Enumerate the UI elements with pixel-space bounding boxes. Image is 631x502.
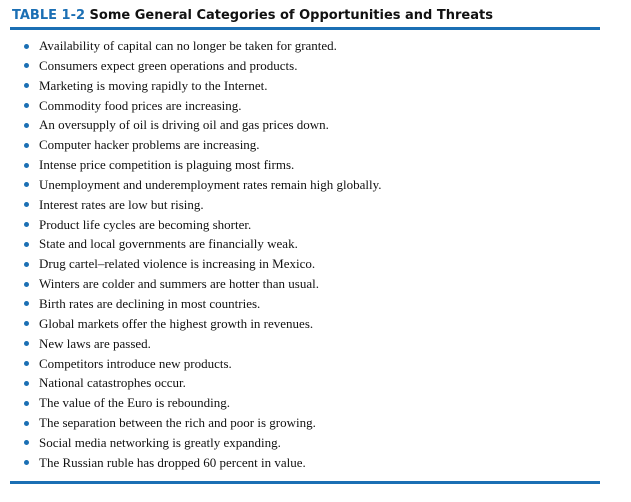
list-item-text: Consumers expect green operations and products. — [39, 57, 298, 73]
list-item-text: Birth rates are declining in most countries. — [39, 295, 261, 311]
bullet-icon — [24, 83, 29, 88]
bullet-icon — [24, 282, 29, 287]
list-item — [10, 56, 382, 76]
list-item-text: National catastrophes occur. — [39, 375, 186, 391]
bullet-icon — [24, 421, 29, 426]
bullet-icon — [24, 63, 29, 68]
list-item-text: Global markets offer the highest growth in revenues. — [39, 315, 314, 331]
bullet-icon — [24, 202, 29, 207]
list-item — [10, 175, 382, 195]
list-item-text: The separation between the rich and poor is growing. — [39, 415, 316, 431]
bullet-icon — [24, 381, 29, 386]
list-item-text: Unemployment and underemployment rates remain high globally. — [39, 176, 382, 192]
bullet-icon — [24, 262, 29, 267]
bullet-icon — [24, 44, 29, 49]
list-item — [10, 76, 382, 96]
list-item-text: The Russian ruble has dropped 60 percent in value. — [39, 454, 306, 470]
list-item-text: Interest rates are low but rising. — [39, 196, 204, 212]
list-item-text: Drug cartel–related violence is increasing in Mexico. — [39, 256, 316, 272]
table-label: TABLE 1-2 — [12, 8, 86, 23]
list-item — [10, 234, 382, 254]
list-item-text: Computer hacker problems are increasing. — [39, 137, 260, 153]
list-item — [10, 195, 382, 215]
list-item — [10, 115, 382, 135]
list-item-text: Winters are colder and summers are hotter than usual. — [39, 276, 319, 292]
list-item — [10, 215, 382, 235]
bullet-icon — [24, 460, 29, 465]
list-item — [10, 314, 382, 334]
list-item — [10, 36, 382, 56]
bullet-icon — [24, 341, 29, 346]
bullet-icon — [24, 163, 29, 168]
list-item-text: Competitors introduce new products. — [39, 355, 232, 371]
list-item — [10, 96, 382, 116]
top-rule — [10, 27, 600, 30]
list-item-text: New laws are passed. — [39, 335, 151, 351]
opportunities-threats-table — [10, 6, 600, 484]
list-item-text: Availability of capital can no longer be taken for granted. — [39, 38, 337, 53]
bullet-icon — [24, 143, 29, 148]
list-item-text: Marketing is moving rapidly to the Internet. — [39, 77, 268, 93]
list-item — [10, 453, 382, 473]
bullet-icon — [24, 123, 29, 128]
bullet-icon — [24, 361, 29, 366]
list-item-text: The value of the Euro is rebounding. — [39, 395, 230, 411]
table-caption: Some General Categories of Opportunities and Threats — [89, 8, 493, 23]
list-item — [10, 294, 382, 314]
list-item-text: Commodity food prices are increasing. — [39, 97, 242, 113]
list-item-text: Intense price competition is plaguing most firms. — [39, 157, 295, 173]
list-item — [10, 254, 382, 274]
bullet-icon — [24, 321, 29, 326]
list-item — [10, 155, 382, 175]
bullet-icon — [24, 440, 29, 445]
list-item — [10, 433, 382, 453]
list-item-text: An oversupply of oil is driving oil and gas prices down. — [39, 117, 329, 133]
bullet-icon — [24, 103, 29, 108]
list-item — [10, 274, 382, 294]
bullet-icon — [24, 182, 29, 187]
list-item-text: Product life cycles are becoming shorter. — [39, 216, 252, 232]
list-item — [10, 413, 382, 433]
bullet-icon — [24, 301, 29, 306]
bullet-icon — [24, 242, 29, 247]
bottom-rule — [10, 481, 600, 484]
list-item — [10, 373, 382, 393]
bullet-icon — [24, 222, 29, 227]
list-item-text: State and local governments are financially weak. — [39, 236, 298, 252]
list-item — [10, 334, 382, 354]
list-item — [10, 393, 382, 413]
bullet-list — [10, 36, 382, 473]
list-item — [10, 135, 382, 155]
list-item-text: Social media networking is greatly expanding. — [39, 434, 281, 450]
table-title — [12, 7, 493, 25]
list-item — [10, 354, 382, 374]
bullet-icon — [24, 401, 29, 406]
